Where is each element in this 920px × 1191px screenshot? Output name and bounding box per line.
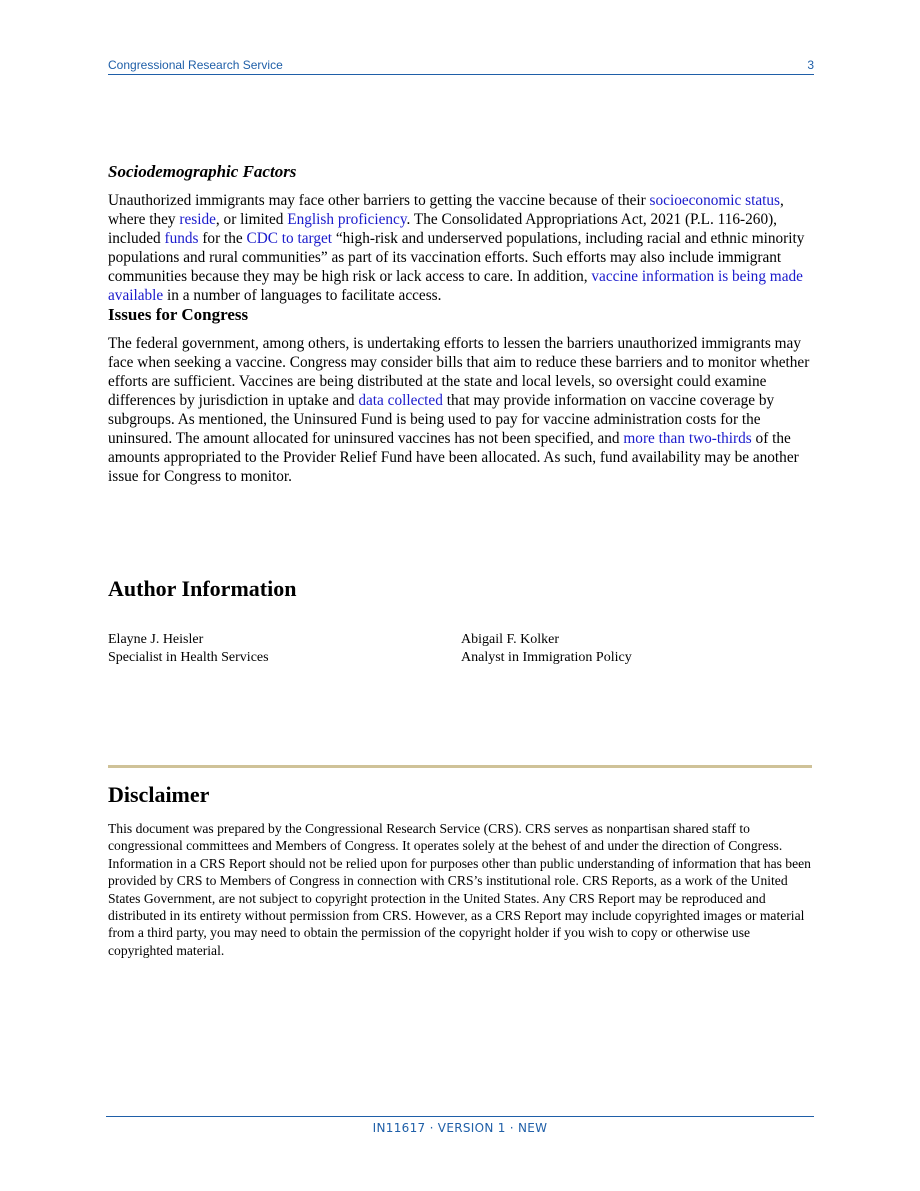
text-run: . The Consolidated Appropriations Act, 2021 (P.L. 116-260), included: [108, 211, 778, 247]
text-run: , where they: [108, 192, 784, 228]
disclaimer-divider: [108, 765, 812, 768]
author-list: [108, 631, 814, 667]
header-title: Congressional Research Service: [108, 58, 283, 72]
inline-link[interactable]: more than two-thirds: [623, 430, 752, 447]
author-name: Abigail F. Kolker: [461, 632, 560, 647]
inline-link[interactable]: reside: [179, 211, 216, 228]
text-run: that may provide information on vaccine coverage by subgroups. As mentioned, the Uninsured Fund is being used to pay for vaccine administration costs for the uninsured. The amount allocated for uninsured vaccines has not been specified, and: [108, 392, 775, 447]
paragraph-issues: [108, 334, 814, 486]
author-entry: [108, 631, 461, 667]
text-run: “high-risk and underserved populations, including racial and ethnic minority populations and rural communities” as part of its vaccination efforts. Such efforts may also include immigrant communities because they may be high risk or lack access to care. In addition,: [108, 230, 805, 285]
section-heading-issues: Issues for Congress: [108, 305, 249, 324]
inline-link[interactable]: CDC to target: [246, 230, 333, 247]
inline-link[interactable]: vaccine information is being made available: [108, 268, 803, 304]
author-info-heading: Author Information: [108, 576, 297, 601]
disclaimer-text: This document was prepared by the Congressional Research Service (CRS). CRS serves as nonpartisan shared staff to congressional committees and Members of Congress. It operates solely at the behest of and under the direction of Congress. Information in a CRS Report should not be relied upon for purposes other than public understanding of information that has been provided by CRS to Members of Congress in connection with CRS’s institutional role. CRS Reports, as a work of the United States Government, are not subject to copyright protection in the United States. Any CRS Report may be reproduced and distributed in its entirety without permission from CRS. However, as a CRS Report may include copyrighted images or material from a third party, you may need to obtain the permission of the copyright holder if you wish to copy or otherwise use copyrighted material.: [108, 821, 811, 958]
text-run: , or limited: [215, 211, 288, 228]
page-header: [108, 58, 814, 75]
text-run: of the amounts appropriated to the Provider Relief Fund have been allocated. As such, fund availability may be another issue for Congress to monitor.: [108, 430, 799, 485]
text-run: The federal government, among others, is undertaking efforts to lessen the barriers unauthorized immigrants may face when seeking a vaccine. Congress may consider bills that aim to reduce these barriers and to monitor whether efforts are sufficient. Vaccines are being distributed at the state and local levels, so oversight could examine differences by jurisdiction in uptake and: [108, 335, 810, 409]
inline-link[interactable]: socioeconomic status: [649, 192, 780, 209]
inline-link[interactable]: English proficiency: [287, 211, 407, 228]
author-entry: [461, 631, 814, 667]
section-heading-sociodemographic: Sociodemographic Factors: [108, 162, 297, 181]
main-content: [108, 162, 814, 486]
inline-link[interactable]: funds: [164, 230, 199, 247]
text-run: for the: [198, 230, 247, 247]
text-run: in a number of languages to facilitate access.: [163, 287, 442, 304]
author-title: Specialist in Health Services: [108, 650, 269, 665]
page-footer: IN11617 · VERSION 1 · NEW: [372, 1121, 548, 1135]
paragraph-sociodemographic: [108, 191, 814, 305]
author-title: Analyst in Immigration Policy: [461, 650, 632, 665]
page-number: 3: [807, 58, 814, 72]
footer-divider: [106, 1116, 814, 1117]
disclaimer-heading: Disclaimer: [108, 782, 210, 807]
inline-link[interactable]: data collected: [358, 392, 443, 409]
author-name: Elayne J. Heisler: [108, 632, 204, 647]
text-run: Unauthorized immigrants may face other barriers to getting the vaccine because of their: [108, 192, 650, 209]
